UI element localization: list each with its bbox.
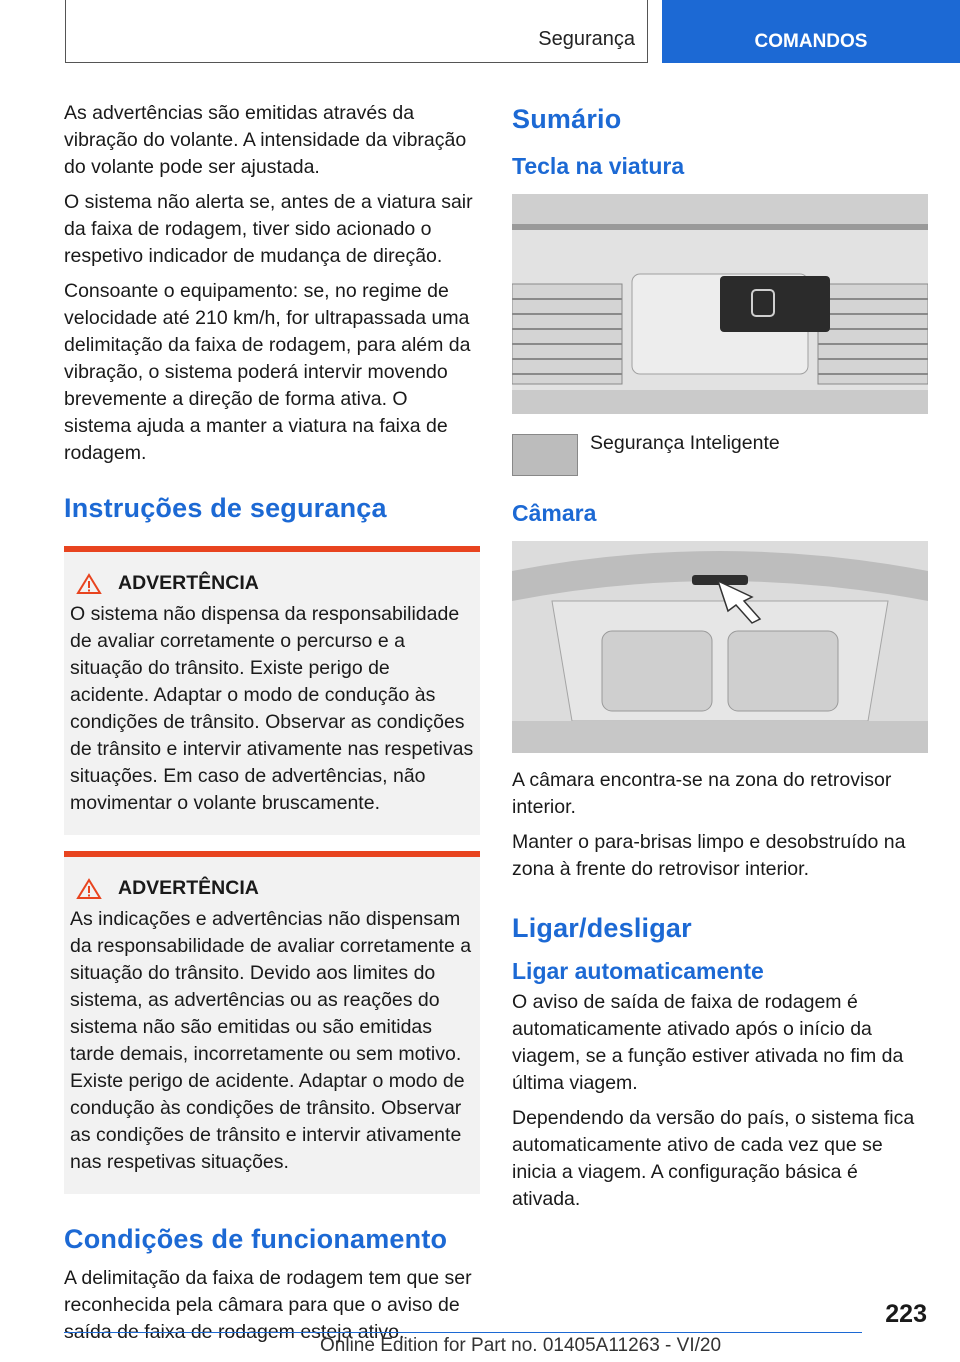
camera-heading: Câmara bbox=[512, 500, 597, 526]
intro-paragraph-2: O sistema não alerta se, antes de a viatura sair da faixa de rodagem, tiver sido acionado o respetivo indicador de mudança de direção. bbox=[64, 191, 473, 267]
key-legend bbox=[512, 434, 928, 476]
safety-heading: Instruções de segurança bbox=[64, 493, 387, 523]
left-column bbox=[64, 100, 480, 1354]
conditions-heading: Condições de funcionamento bbox=[64, 1224, 448, 1254]
key-heading: Tecla na viatura bbox=[512, 153, 685, 179]
auto-paragraph-2: Dependendo da versão do país, o sistema fica automaticamente ativo de cada vez que se inicia a viagem. A configuração básica é ativada. bbox=[512, 1107, 915, 1210]
intro-paragraph-3: Consoante o equipamento: se, no regime de velocidade até 210 km/h, for ultrapassada uma delimitação da faixa de rodagem, para além da vibração, o sistema poderá intervir movendo brevemente a direção de forma ativa. O sistema ajuda a manter a viatura na faixa de rodagem. bbox=[64, 280, 471, 464]
page-header bbox=[0, 0, 960, 66]
warning-title: ADVERTÊNCIA bbox=[118, 572, 259, 594]
onoff-heading: Ligar/desligar bbox=[512, 913, 692, 943]
warning-header bbox=[76, 572, 474, 595]
warning-header bbox=[76, 877, 474, 900]
summary-heading: Sumário bbox=[512, 104, 622, 134]
conditions-paragraph: A delimitação da faixa de rodagem tem que ser reconhecida pela câmara para que o aviso de saída de faixa de rodagem esteja ativo. bbox=[64, 1267, 472, 1343]
warning-title: ADVERTÊNCIA bbox=[118, 877, 259, 899]
camera-photo bbox=[512, 541, 928, 753]
page-number: 223 bbox=[885, 1300, 927, 1328]
header-chapter-tab[interactable]: COMANDOS bbox=[662, 0, 960, 63]
key-label: Segurança Inteligente bbox=[590, 432, 780, 454]
dashboard-vents-illustration bbox=[512, 194, 928, 414]
windshield-camera-illustration bbox=[512, 541, 928, 753]
auto-paragraph-1: O aviso de saída de faixa de rodagem é automaticamente ativado após o início da viagem, se a função estiver ativada no fim da última viagem. bbox=[512, 991, 904, 1094]
warning-text: O sistema não dispensa da responsabilidade de avaliar corretamente o percurso e a situação do trânsito. Existe perigo de acidente. Adaptar o modo de condução às condições de trânsito. Observar as condições de trânsito e intervir ativamente nas respetivas situações. Em caso de advertências, não movimentar o volante bruscamente. bbox=[70, 603, 474, 814]
camera-paragraph-1: A câmara encontra-se na zona do retrovisor interior. bbox=[512, 769, 892, 818]
camera-paragraph-2: Manter o para-brisas limpo e desobstruído na zona à frente do retrovisor interior. bbox=[512, 831, 906, 880]
header-section-title: Segurança bbox=[538, 28, 635, 50]
auto-heading: Ligar automaticamente bbox=[512, 958, 764, 984]
footer-edition: Online Edition for Part no. 01405A11263 - VI/20 bbox=[320, 1335, 722, 1356]
warning-triangle-icon bbox=[76, 573, 102, 595]
intelligent-safety-button-icon bbox=[512, 434, 578, 476]
right-column bbox=[512, 100, 928, 1221]
vehicle-button-photo bbox=[512, 194, 928, 414]
warning-box-2 bbox=[64, 851, 480, 1194]
warning-text: As indicações e advertências não dispensam da responsabilidade de avaliar corretamente a situação do trânsito. Devido aos limites do sistema, as advertências ou as reações do sistema não são emitidas ou são emitidas tarde demais, incorretamente ou sem motivo. Existe perigo de acidente. Adaptar o modo de condução às condições de trânsito. Observar as condições de trânsito e intervir ativamente nas respetivas situações. bbox=[70, 908, 472, 1173]
warning-triangle-icon bbox=[76, 878, 102, 900]
intro-paragraph-1: As advertências são emitidas através da vibração do volante. A intensidade da vibração do volante pode ser ajustada. bbox=[64, 102, 467, 178]
warning-box-1 bbox=[64, 546, 480, 835]
footer-divider bbox=[64, 1332, 862, 1333]
